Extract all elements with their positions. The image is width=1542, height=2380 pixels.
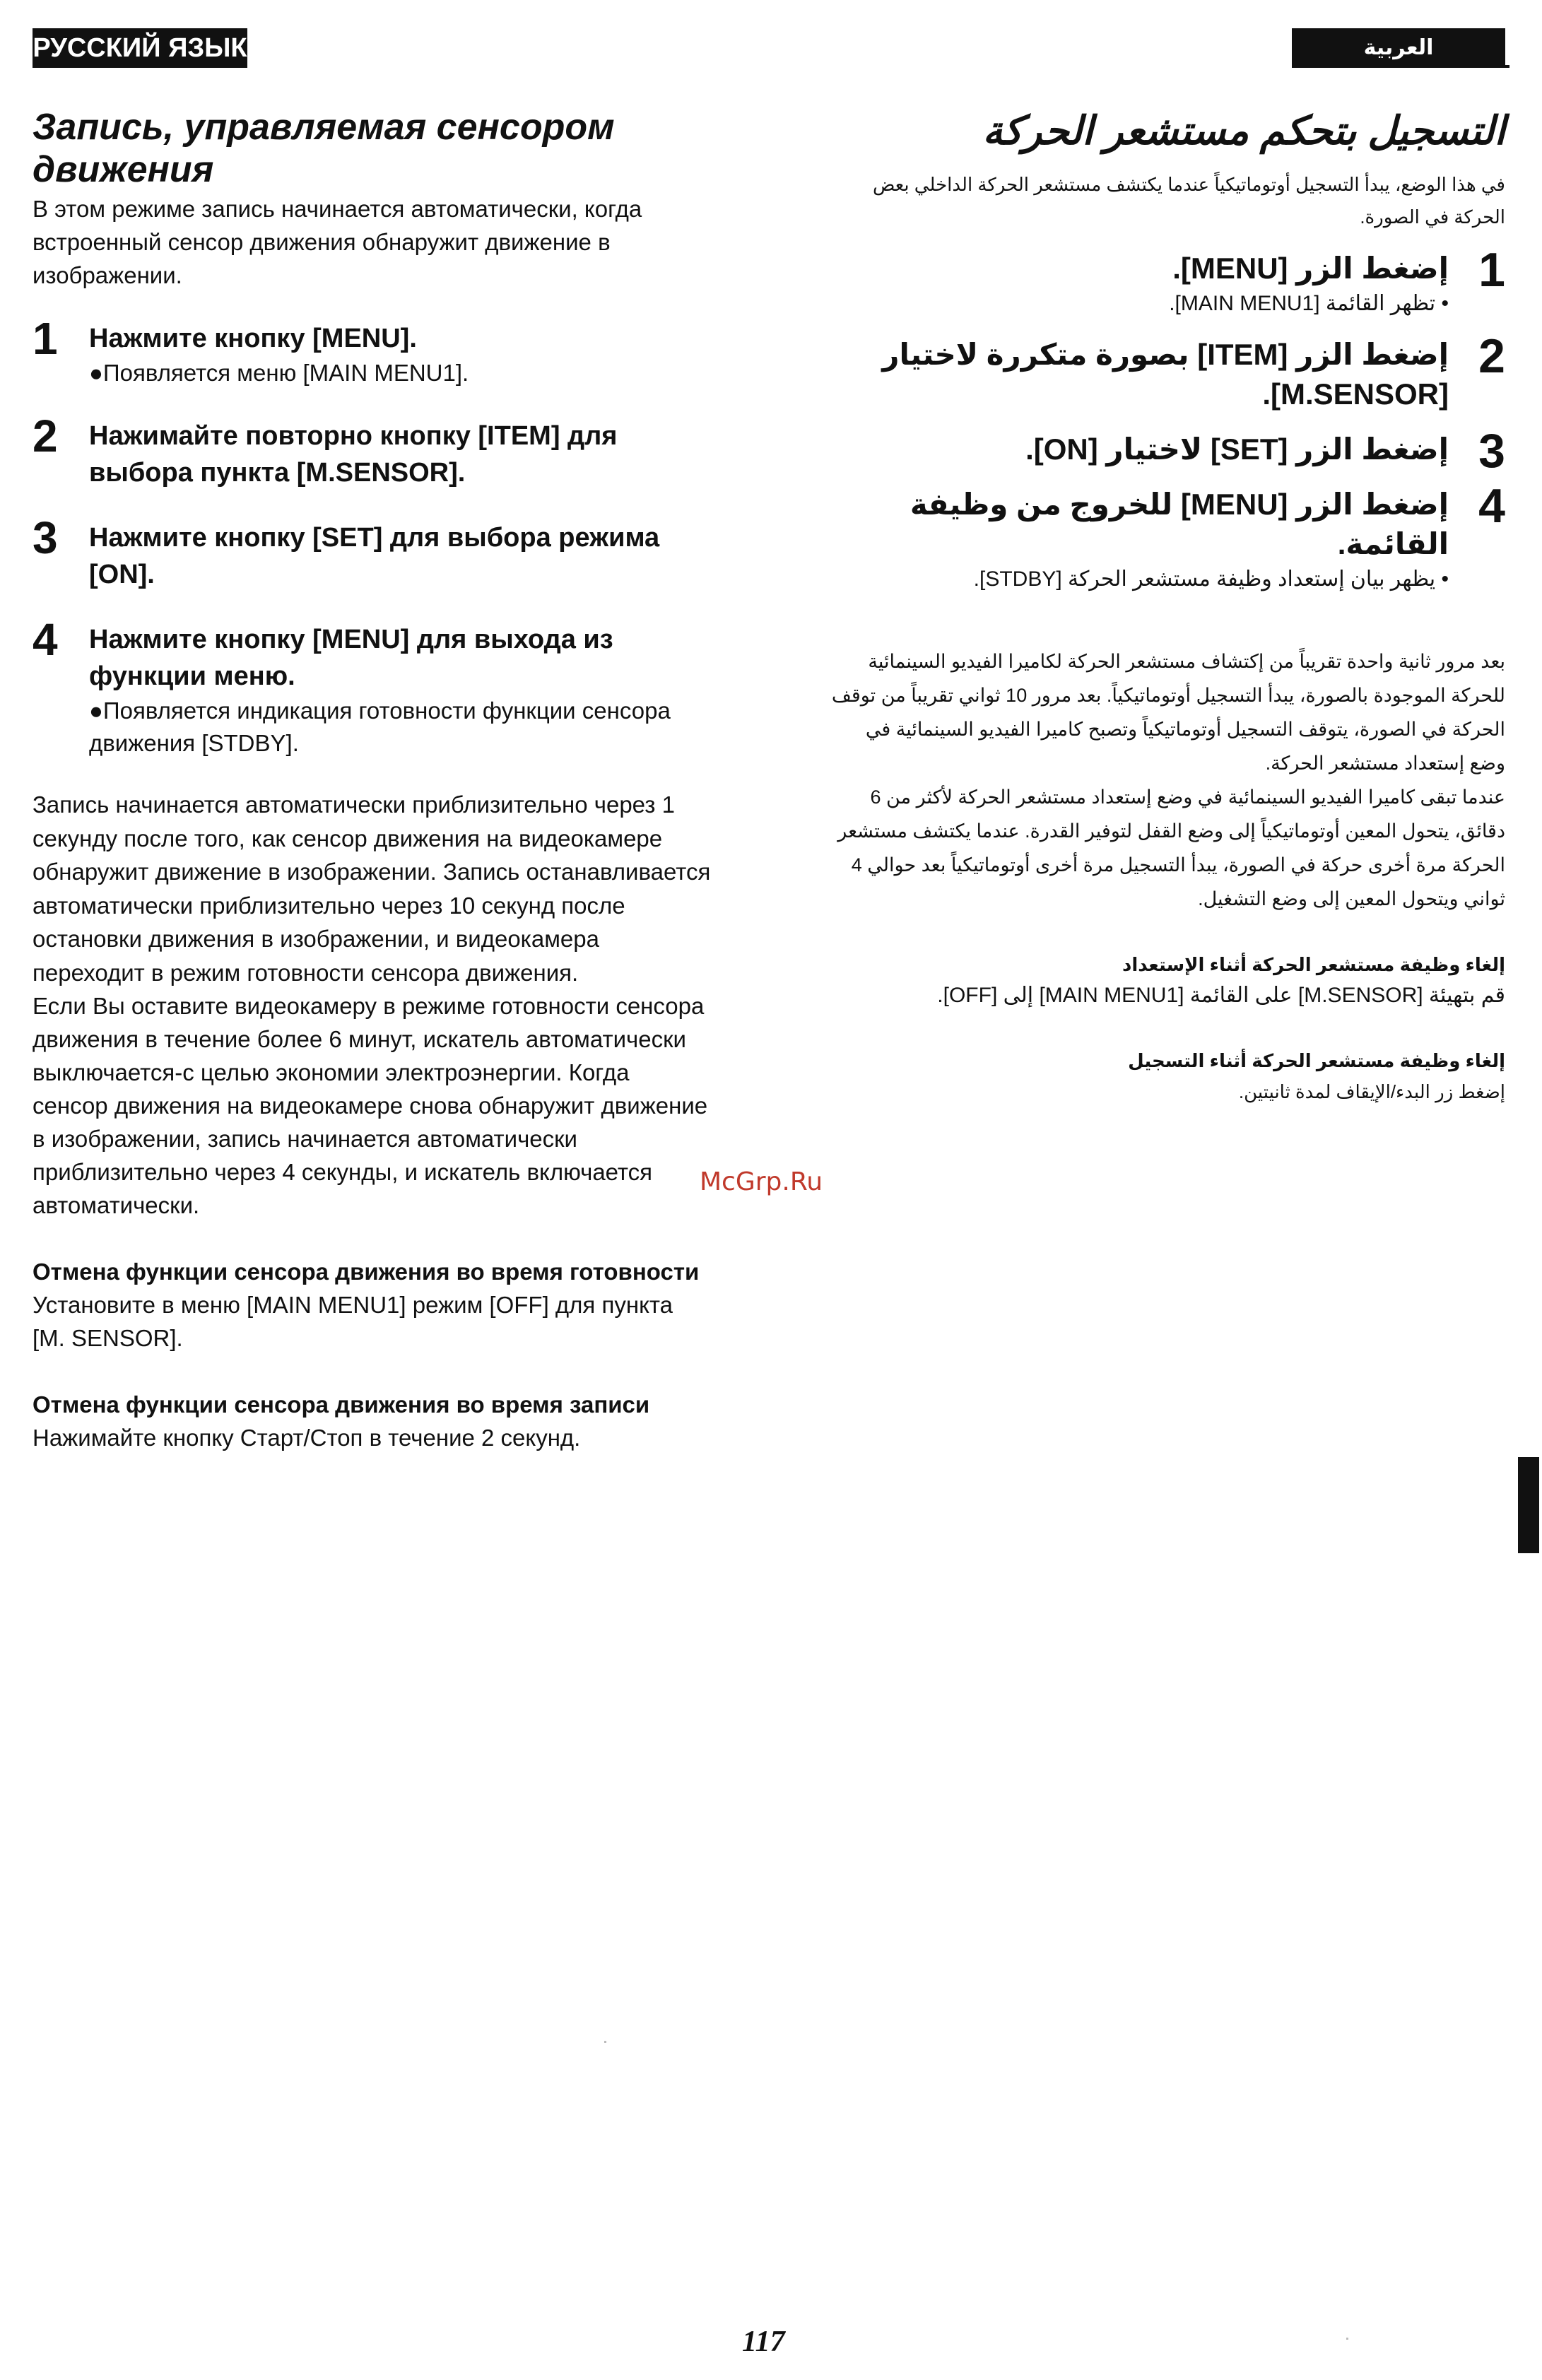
ru-body-paragraph-1: Запись начинается автоматически приблизительно через 1 секунду после того, как сенсор движения на видеокамере обнаружит движение в изображении. Запись останавливается автоматически приблизительно через 10 секунд после остановки движения в изображении, и видеокамера переходит в режим готовности сенсора движения. xyxy=(33,791,711,986)
ar-step-number: 4 xyxy=(1478,479,1505,533)
ar-step-1 xyxy=(827,243,1505,319)
tag-tick-mark xyxy=(1505,65,1509,68)
ar-step-instruction: إضغط الزر [MENU]. xyxy=(1172,252,1449,285)
side-index-tab xyxy=(1518,1457,1539,1553)
ru-step-2 xyxy=(33,411,711,491)
ru-body-paragraph-2: Если Вы оставите видеокамеру в режиме готовности сенсора движения в течение более 6 минут, искатель автоматически выключается-с целью экономии электроэнергии. Когда сенсор движения на видеокамере снова обнаружит движение в изображении, запись начинается автоматически приблизительно через 4 секунды, и искатель включается автоматически. xyxy=(33,993,708,1218)
ru-subheading-cancel-recording: Отмена функции сенсора движения во время записи xyxy=(33,1391,650,1418)
ar-step-note: • يظهر بيان إستعداد وظيفة مستشعر الحركة [STDBY]. xyxy=(973,567,1449,591)
ar-step-2 xyxy=(827,329,1505,414)
ar-body-paragraph-1: بعد مرور ثانية واحدة تقريباً من إكتشاف مستشعر الحركة لكاميرا الفيديو السينمائية للحركة الموجودة بالصورة، يبدأ التسجيل أوتوماتيكياً. بعد مرور 10 ثواني تقريباً من توقف الحركة في الصورة، يتوقف التسجيل أوتوماتيكياً وتصبح كاميرا الفيديو السينمائية في وضع إستعداد مستشعر الحركة. xyxy=(831,651,1505,774)
ru-step-instruction: Нажимайте повторно кнопку [ITEM] для выбора пункта [M.SENSOR]. xyxy=(89,421,618,488)
language-tag-arabic: العربية xyxy=(1292,28,1505,68)
ar-step-4 xyxy=(827,479,1505,595)
scan-speck xyxy=(604,2041,606,2043)
ru-step-number: 4 xyxy=(33,614,58,665)
ru-step-3 xyxy=(33,512,711,593)
ru-step-number: 3 xyxy=(33,512,58,563)
ar-subheading-cancel-recording: إلغاء وظيفة مستشعر الحركة أثناء التسجيل xyxy=(1128,1050,1505,1071)
ru-step-1 xyxy=(33,313,711,389)
ru-step-number: 1 xyxy=(33,313,58,364)
ru-step-instruction: Нажмите кнопку [MENU]. xyxy=(89,324,417,353)
scan-speck xyxy=(1346,2338,1348,2340)
ar-subheading-cancel-standby: إلغاء وظيفة مستشعر الحركة أثناء الإستعداد xyxy=(1122,954,1505,975)
ar-cancel-recording-text: إضغط زر البدء/الإيقاف لمدة ثانيتين. xyxy=(1238,1081,1505,1102)
watermark-text: McGrp.Ru xyxy=(700,1167,823,1196)
ru-subheading-cancel-standby: Отмена функции сенсора движения во время готовности xyxy=(33,1259,700,1285)
ar-page-title: التسجيل بتحكم مستشعر الحركة xyxy=(982,108,1505,153)
ru-intro-text: В этом режиме запись начинается автоматически, когда встроенный сенсор движения обнаружит движение в изображении. xyxy=(33,196,642,288)
ar-step-instruction: إضغط الزر [MENU] للخروج من وظيفة القائمة. xyxy=(910,488,1449,560)
ar-cancel-standby-text: قم بتهيئة [M.SENSOR] على القائمة [MAIN MENU1] إلى [OFF]. xyxy=(937,984,1505,1007)
ru-step-instruction: Нажмите кнопку [SET] для выбора режима [ON]. xyxy=(89,523,660,589)
ar-step-instruction: إضغط الزر [ITEM] بصورة متكررة لاختيار [M.SENSOR]. xyxy=(882,338,1449,411)
ar-intro-text: في هذا الوضع، يبدأ التسجيل أوتوماتيكياً عندما يكتشف مستشعر الحركة الداخلي بعض الحركة في الصورة. xyxy=(872,174,1505,228)
ru-page-title: Запись, управляемая сенсором движения xyxy=(33,107,615,190)
ar-step-instruction: إضغط الزر [SET] لاختيار [ON]. xyxy=(1025,432,1449,466)
russian-column xyxy=(33,106,711,1454)
page-number: 117 xyxy=(742,2326,785,2358)
ru-cancel-standby-text: Установите в меню [MAIN MENU1] режим [OFF] для пункта [M. SENSOR]. xyxy=(33,1292,673,1351)
ru-step-note: ●Появляется индикация готовности функции сенсора движения [STDBY]. xyxy=(89,697,671,756)
ar-step-3 xyxy=(827,424,1505,478)
ru-cancel-recording-text: Нажимайте кнопку Старт/Стоп в течение 2 секунд. xyxy=(33,1425,581,1451)
ar-step-number: 2 xyxy=(1478,329,1505,383)
ar-step-number: 3 xyxy=(1478,424,1505,478)
ru-step-number: 2 xyxy=(33,411,58,461)
arabic-column xyxy=(827,106,1505,1108)
ru-step-instruction: Нажмите кнопку [MENU] для выхода из функции меню. xyxy=(89,625,613,691)
ar-step-note: • تظهر القائمة [MAIN MENU1]. xyxy=(1169,292,1449,315)
ru-step-note: ●Появляется меню [MAIN MENU1]. xyxy=(89,360,469,386)
ar-body-paragraph-2: عندما تبقى كاميرا الفيديو السينمائية في وضع إستعداد مستشعر الحركة لأكثر من 6 دقائق، يتحول المعين أوتوماتيكياً إلى وضع القفل لتوفير القدرة. عندما يكتشف مستشعر الحركة مرة أخرى حركة في الصورة، يبدأ التسجيل مرة أخرى أوتوماتيكياً بعد حوالي 4 ثواني ويتحول المعين إلى وضع التشغيل. xyxy=(837,787,1505,909)
ar-step-number: 1 xyxy=(1478,243,1505,297)
ru-step-4 xyxy=(33,614,711,760)
language-tag-russian: РУССКИЙ ЯЗЫК xyxy=(33,28,247,68)
